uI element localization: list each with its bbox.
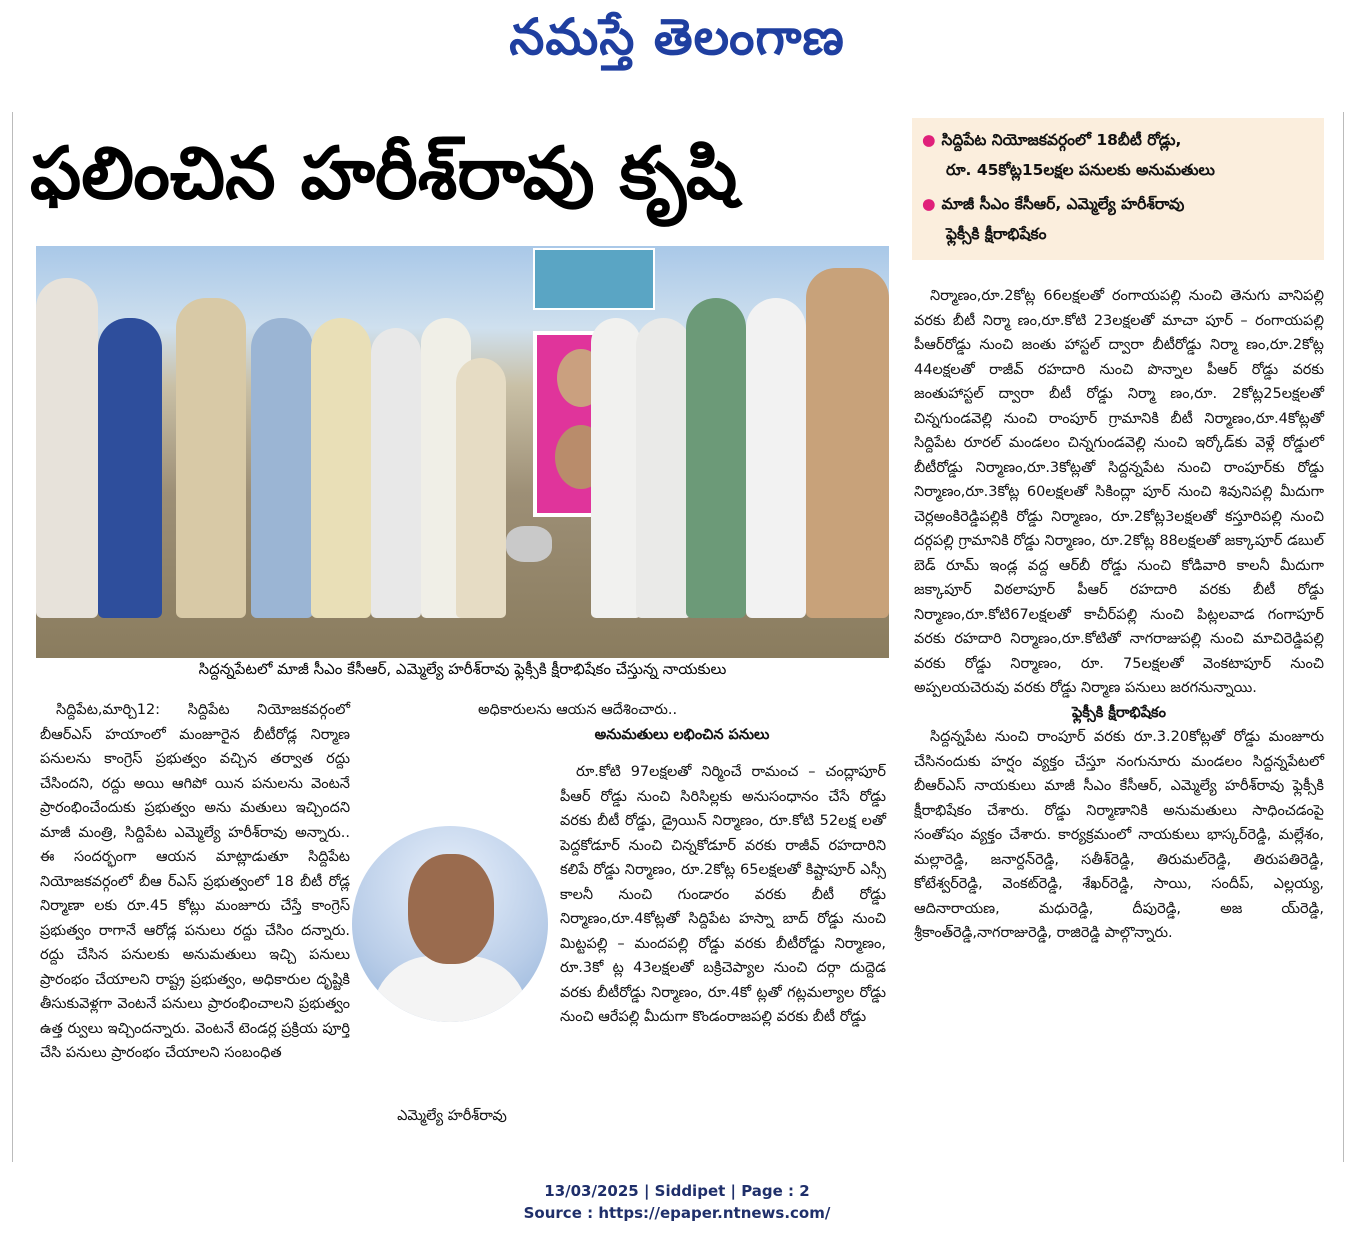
highlight-1: ● సిద్దిపేట నియోజకవర్గంలో 18బీటీ రోడ్లు, (922, 131, 1182, 149)
mla-portrait (352, 826, 552, 1124)
highlights-box (912, 118, 1324, 260)
person (176, 298, 246, 618)
person (456, 358, 506, 618)
article-column-2-top (478, 698, 886, 747)
footer-source-link[interactable]: Source : https://epaper.ntnews.com/ (523, 1204, 831, 1222)
column-2-text: రూ.కోటి 97లక్షలతో నిర్మించే రామంచ – చంద్లాపూర్ పీఆర్ రోడ్డు నుంచి సిరిసిల్లకు అనుసంధానం చేసే రోడ్డు వరకు బీటీ రోడ్డు, డ్రైయిన్ నిర్మాణం, రూ.కోటి 52లక్ష లతో పెద్దకోడూర్ నుంచి చిన్నకోడూర్ వరకు రాజీవ్ రహదారిని కలిపే రోడ్డు నిర్మాణం, రూ.2కోట్ల 65లక్షలతో కిష్టాపూర్ ఎస్సీ కాలనీ నుంచి గుండారం వరకు బీటీ రోడ్డు నిర్మాణం,రూ.4కోట్లతో సిద్దిపేట హస్నా బాద్ రోడ్డు నుంచి మిట్టపల్లి – మందపల్లి రోడ్డు వరకు బీటీరోడ్డు నిర్మాణం, రూ.3కో ట్ల 43లక్షలతో బక్రిచెప్యాల నుంచి దర్గా దుద్దెడ వరకు బీటీరోడ్డు నిర్మాణం, రూ.4కో ట్లతో గట్లమల్యాల రోడ్డు నుంచి ఆరేపల్లి మీదుగా కొండంరాజపల్లి వరకు బీటీ రోడ్డు (560, 764, 886, 1025)
person (371, 328, 421, 618)
highlight-2: ● మాజీ సీఎం కేసీఆర్, ఎమ్మెల్యే హరీశ్‌రావు (922, 195, 1185, 213)
headline: ఫలించిన హరీశ్‌రావు కృషి (30, 131, 738, 215)
column-2-subhead: అనుమతులు లభించిన పనులు (594, 726, 770, 743)
column-1-text: సిద్దిపేట,మార్చి12: సిద్దిపేట నియోజకవర్గంలో బీఆర్‌ఎస్ హయాంలో మంజూరైన బీటీరోడ్ల నిర్మాణ పనులను కాంగ్రెస్ ప్రభుత్వం వచ్చిన తర్వాత రద్దు చేసిందని, రద్దు అయి ఆగిపో యిన పనులను వెంటనే ప్రారంభించేందుకు ప్రభుత్వం అను మతులు ఇచ్చిందని మాజీ మంత్రి, సిద్దిపేట ఎమ్మెల్యే హరీశ్‌రావు అన్నారు.. ఈ సందర్భంగా ఆయన మాట్లాడుతూ సిద్దిపేట నియోజకవర్గంలో బీఆ ర్‌ఎస్ ప్రభుత్వంలో 18 బీటీ రోడ్ల నిర్మాణా లకు రూ.45 కోట్లు మంజూరు చేస్తే కాంగ్రెస్ ప్రభుత్వం రాగానే ఆరోడ్ల పనులు రద్దు చేసిం దన్నారు. రద్దు చేసిన పనులకు అనుమతులు ఇచ్చి పనులు ప్రారంభం చేయాలని రాష్ట్ర ప్రభుత్వం, అధికారుల దృష్టికి తీసుకువెళ్లగా వెంటనే పనులు ప్రారంభించాలని ప్రభుత్వం ఉత్త ర్వులు ఇచ్చిందన్నారు. వెంటనే టెండర్ల ప్రక్రియ పూర్తి చేసి పనులు ప్రారంభం చేయాలని సంబంధిత (40, 702, 350, 1061)
masthead-logo: నమస్తే తెలంగాణ (509, 8, 845, 66)
bullet-icon: ● (922, 131, 936, 149)
column-2-intro: అధికారులను ఆయన ఆదేశించారు.. (478, 702, 678, 718)
article-column-2 (560, 760, 886, 1030)
banner-sign (533, 248, 655, 310)
highlight-2b: ఫ్లెక్సీకి క్షీరాభిషేకం (946, 225, 1047, 243)
portrait-caption: ఎమ్మెల్యే హరీశ్‌రావు (397, 1108, 507, 1124)
column-3-text: నిర్మాణం,రూ.2కోట్ల 66లక్షలతో రంగాయపల్లి నుంచి తెనుగు వానిపల్లి వరకు బీటీ నిర్మా ణం,రూ.కోటి 23లక్షలతో మాచా పూర్ – రంగాయపల్లి పీఆర్‌రోడ్డు నుంచి జంతు హాస్టల్ ద్వారా బీటీరోడ్డు నిర్మా ణం,రూ.2కోట్ల 44లక్షలతో రాజీవ్ రహదారి నుంచి పొన్నాల పీఆర్ రోడ్డు వరకు జంతుహాస్టల్ ద్వారా బీటీ రోడ్డు నిర్మా ణం,రూ. 2కోట్ల25లక్షలతో చిన్నగుండవెల్లి నుంచి రాంపూర్ గ్రామానికి బీటీ నిర్మాణం,రూ.4కోట్లతో సిద్దిపేట రూరల్ మండలం చిన్నగుండవెల్లి నుంచి ఇర్కోడ్‌కు వెళ్లే రోడ్డులో బీటీరోడ్డు నిర్మాణం,రూ.3కోట్లతో సిద్దన్నపేట నుంచి రాంపూర్‌కు రోడ్డు నిర్మాణం,రూ.3కోట్ల 60లక్షలతో సికింద్లా పూర్ నుంచి శివునిపల్లి మీదుగా చెర్లఅంకిరెడ్డిపల్లికి రోడ్డు నిర్మాణం, రూ.2కోట్ల3లక్షలతో కస్తూరిపల్లి నుంచి దర్గపల్లి గ్రామానికి రోడ్డు నిర్మాణం, రూ.2కోట్ల 88లక్షలతో జక్కాపూర్ డబుల్ బెడ్ రూమ్ ఇండ్ల వద్ద ఆర్‌బీ రోడ్డు నుంచి కోడివారి కాలనీ మీదుగా జక్కాపూర్ విఠలాపూర్ పీఆర్ రహదారి వరకు బీటీ రోడ్డు నిర్మాణం,రూ.కోటి67లక్షలతో కాచీర్‌పల్లి నుంచి పిట్లలవాడ గంగాపూర్ వరకు రహదారి నిర్మాణం,రూ.కోటితో నాగరాజుపల్లి నుంచి మాచిరెడ్డిపల్లి వరకు రోడ్డు నిర్మాణం, రూ. 75లక్షలతో వెంకటాపూర్ నుంచి అప్పలయచెరువు వరకు రోడ్డు నిర్మాణ పనులు జరగనున్నాయి. (914, 288, 1324, 696)
portrait-face (408, 854, 494, 964)
footer-date-line: 13/03/2025 | Siddipet | Page : 2 (544, 1182, 810, 1200)
photo-caption: సిద్దన్నపేటలో మాజీ సీఎం కేసీఆర్, ఎమ్మెల్యే హరీశ్‌రావు ఫ్లెక్సీకి క్షీరాభిషేకం చేస్తున్న నాయకులు (198, 660, 727, 678)
portrait-shirt (372, 956, 528, 1022)
article-column-1 (40, 698, 350, 1066)
column-3-subhead: ఫ్లెక్సీకి క్షీరాభిషేకం (1072, 704, 1166, 721)
person (636, 318, 691, 618)
column-3-tail: సిద్దన్నపేట నుంచి రాంపూర్ వరకు రూ.3.20కోట్లతో రోడ్డు మంజూరు చేసినందుకు హర్షం వ్యక్తం చేస్తూ నంగునూరు మండలం సిద్దన్నపేటలో బీఆర్‌ఎస్ నాయకులు మాజీ సీఎం కేసీఆర్, ఎమ్మెల్యే హరీశ్‌రావు ఫ్లెక్సీకి క్షీరాభిషేకం చేశారు. రోడ్డు నిర్మాణానికి అనుమతులు సాధించడంపై సంతోషం వ్యక్తం చేశారు. కార్యక్రమంలో నాయకులు భాస్కర్‌రెడ్డి, మల్లేశం, మల్లారెడ్డి, జనార్దన్‌రెడ్డి, సతీశ్‌రెడ్డి, తిరుమల్‌రెడ్డి, తిరుపతిరెడ్డి, కోటేశ్వర్‌రెడ్డి, వెంకట్‌రెడ్డి, శేఖర్‌రెడ్డి, సాయి, సందీప్, ఎల్లయ్య, ఆదినారాయణ, మధురెడ్డి, దీపురెడ్డి, అజ య్‌రెడ్డి, శ్రీకాంత్‌రెడ్డి,నాగరాజురెడ్డి, రాజిరెడ్డి పాల్గొన్నారు. (914, 729, 1324, 941)
news-photo (36, 246, 889, 658)
bullet-icon: ● (922, 195, 936, 213)
highlight-1b: రూ. 45కోట్ల15లక్షల పనులకు అనుమతులు (946, 161, 1215, 179)
person (311, 318, 371, 618)
portrait-photo (352, 826, 548, 1022)
person (36, 278, 98, 618)
person (806, 268, 889, 618)
person (746, 298, 806, 618)
milk-pot (506, 526, 552, 562)
person (686, 298, 746, 618)
person (591, 318, 641, 618)
article-column-3 (914, 284, 1324, 946)
person (251, 318, 313, 618)
person (98, 318, 162, 618)
